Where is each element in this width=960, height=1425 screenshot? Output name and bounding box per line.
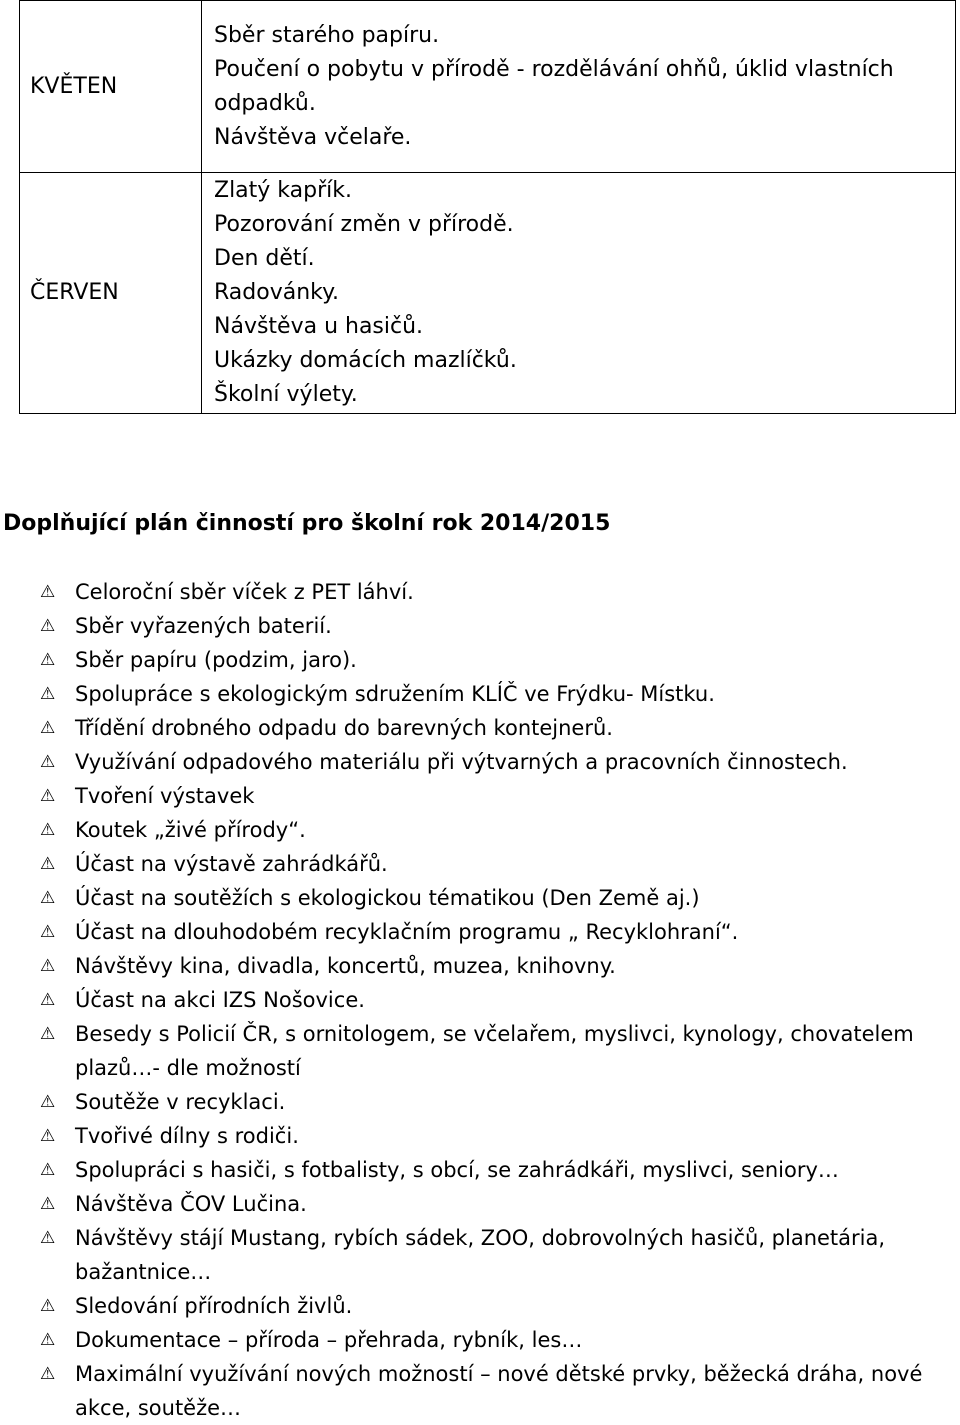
monthly-plan-table	[19, 0, 956, 414]
month-item: Zlatý kapřík.	[214, 178, 352, 203]
list-item	[0, 1119, 960, 1153]
triangle-bullet-icon: ⚠	[40, 1092, 56, 1112]
triangle-bullet-icon: ⚠	[40, 616, 56, 636]
triangle-bullet-icon: ⚠	[40, 1228, 56, 1248]
list-item	[0, 1187, 960, 1221]
triangle-bullet-icon: ⚠	[40, 854, 56, 874]
list-item-text: Celoroční sběr víček z PET láhví.	[75, 580, 414, 604]
list-item-text: Účast na výstavě zahrádkářů.	[75, 852, 388, 876]
month-item: Návštěva včelaře.	[214, 124, 412, 150]
list-item-text: Koutek „živé přírody“.	[75, 818, 306, 842]
list-item-text: Návštěva ČOV Lučina.	[75, 1192, 307, 1216]
plan-heading: Doplňující plán činností pro školní rok 2014/2015	[3, 511, 611, 536]
list-item	[0, 983, 960, 1017]
list-item	[0, 881, 960, 915]
list-item-text: Sledování přírodních živlů.	[75, 1294, 353, 1318]
list-item	[0, 745, 960, 779]
triangle-bullet-icon: ⚠	[40, 786, 56, 806]
month-item: Návštěva u hasičů.	[214, 314, 424, 339]
list-item-text: Účast na akci IZS Nošovice.	[75, 988, 365, 1012]
month-name-cell: ČERVEN	[20, 173, 202, 414]
list-item-text: Sběr vyřazených baterií.	[75, 614, 332, 638]
list-item	[0, 711, 960, 745]
triangle-bullet-icon: ⚠	[40, 956, 56, 976]
table-row	[20, 1, 956, 173]
triangle-bullet-icon: ⚠	[40, 718, 56, 738]
list-item	[0, 1357, 960, 1425]
list-item	[0, 575, 960, 609]
month-item: Sběr starého papíru.	[214, 22, 440, 48]
triangle-bullet-icon: ⚠	[40, 1024, 56, 1044]
month-items-cell	[202, 173, 956, 414]
month-item: Den dětí.	[214, 246, 315, 271]
list-item-text: Tvoření výstavek	[75, 784, 255, 808]
list-item-text: Účast na soutěžích s ekologickou tématikou (Den Země aj.)	[75, 886, 700, 910]
month-items-cell	[202, 1, 956, 173]
triangle-bullet-icon: ⚠	[40, 1330, 56, 1350]
triangle-bullet-icon: ⚠	[40, 990, 56, 1010]
triangle-bullet-icon: ⚠	[40, 650, 56, 670]
list-item-text: Spolupráci s hasiči, s fotbalisty, s obcí, se zahrádkáři, myslivci, seniory…	[75, 1158, 839, 1182]
list-item-text: Spolupráce s ekologickým sdružením KLÍČ ve Frýdku- Místku.	[75, 682, 715, 706]
list-item-text: Třídění drobného odpadu do barevných kontejnerů.	[75, 716, 613, 740]
list-item-text: Návštěvy kina, divadla, koncertů, muzea, knihovny.	[75, 954, 616, 978]
list-item	[0, 1289, 960, 1323]
triangle-bullet-icon: ⚠	[40, 888, 56, 908]
activity-list	[0, 575, 960, 1425]
list-item	[0, 609, 960, 643]
list-item	[0, 915, 960, 949]
list-item	[0, 1017, 960, 1085]
triangle-bullet-icon: ⚠	[40, 1194, 56, 1214]
list-item-text: Maximální využívání nových možností – nové dětské prvky, běžecká dráha, nové akce, soutěže…	[75, 1362, 923, 1420]
list-item	[0, 1085, 960, 1119]
list-item	[0, 949, 960, 983]
list-item	[0, 643, 960, 677]
triangle-bullet-icon: ⚠	[40, 1296, 56, 1316]
triangle-bullet-icon: ⚠	[40, 582, 56, 602]
triangle-bullet-icon: ⚠	[40, 820, 56, 840]
list-item	[0, 1153, 960, 1187]
triangle-bullet-icon: ⚠	[40, 1126, 56, 1146]
list-item	[0, 779, 960, 813]
list-item	[0, 813, 960, 847]
list-item	[0, 1221, 960, 1289]
list-item	[0, 677, 960, 711]
triangle-bullet-icon: ⚠	[40, 752, 56, 772]
triangle-bullet-icon: ⚠	[40, 1364, 56, 1384]
month-item: Školní výlety.	[214, 382, 358, 407]
month-item: Radovánky.	[214, 280, 339, 305]
list-item-text: Účast na dlouhodobém recyklačním programu „ Recyklohraní“.	[75, 920, 739, 944]
list-item-text: Sběr papíru (podzim, jaro).	[75, 648, 357, 672]
triangle-bullet-icon: ⚠	[40, 684, 56, 704]
list-item	[0, 1323, 960, 1357]
month-item: Pozorování změn v přírodě.	[214, 212, 514, 237]
list-item-text: Soutěže v recyklaci.	[75, 1090, 286, 1114]
month-name-cell: KVĚTEN	[20, 1, 202, 173]
list-item	[0, 847, 960, 881]
month-item: Poučení o pobytu v přírodě - rozdělávání ohňů, úklid vlastních	[214, 56, 894, 82]
list-item-text: Návštěvy stájí Mustang, rybích sádek, ZOO, dobrovolných hasičů, planetária, bažantnice…	[75, 1226, 886, 1284]
month-item: odpadků.	[214, 90, 316, 116]
list-item-text: Tvořivé dílny s rodiči.	[75, 1124, 299, 1148]
triangle-bullet-icon: ⚠	[40, 922, 56, 942]
list-item-text: Besedy s Policií ČR, s ornitologem, se včelařem, myslivci, kynology, chovatelem plazů…- dle možností	[75, 1022, 914, 1080]
month-item: Ukázky domácích mazlíčků.	[214, 348, 517, 373]
list-item-text: Dokumentace – příroda – přehrada, rybník, les…	[75, 1328, 583, 1352]
table-row	[20, 173, 956, 414]
triangle-bullet-icon: ⚠	[40, 1160, 56, 1180]
list-item-text: Využívání odpadového materiálu při výtvarných a pracovních činnostech.	[75, 750, 848, 774]
